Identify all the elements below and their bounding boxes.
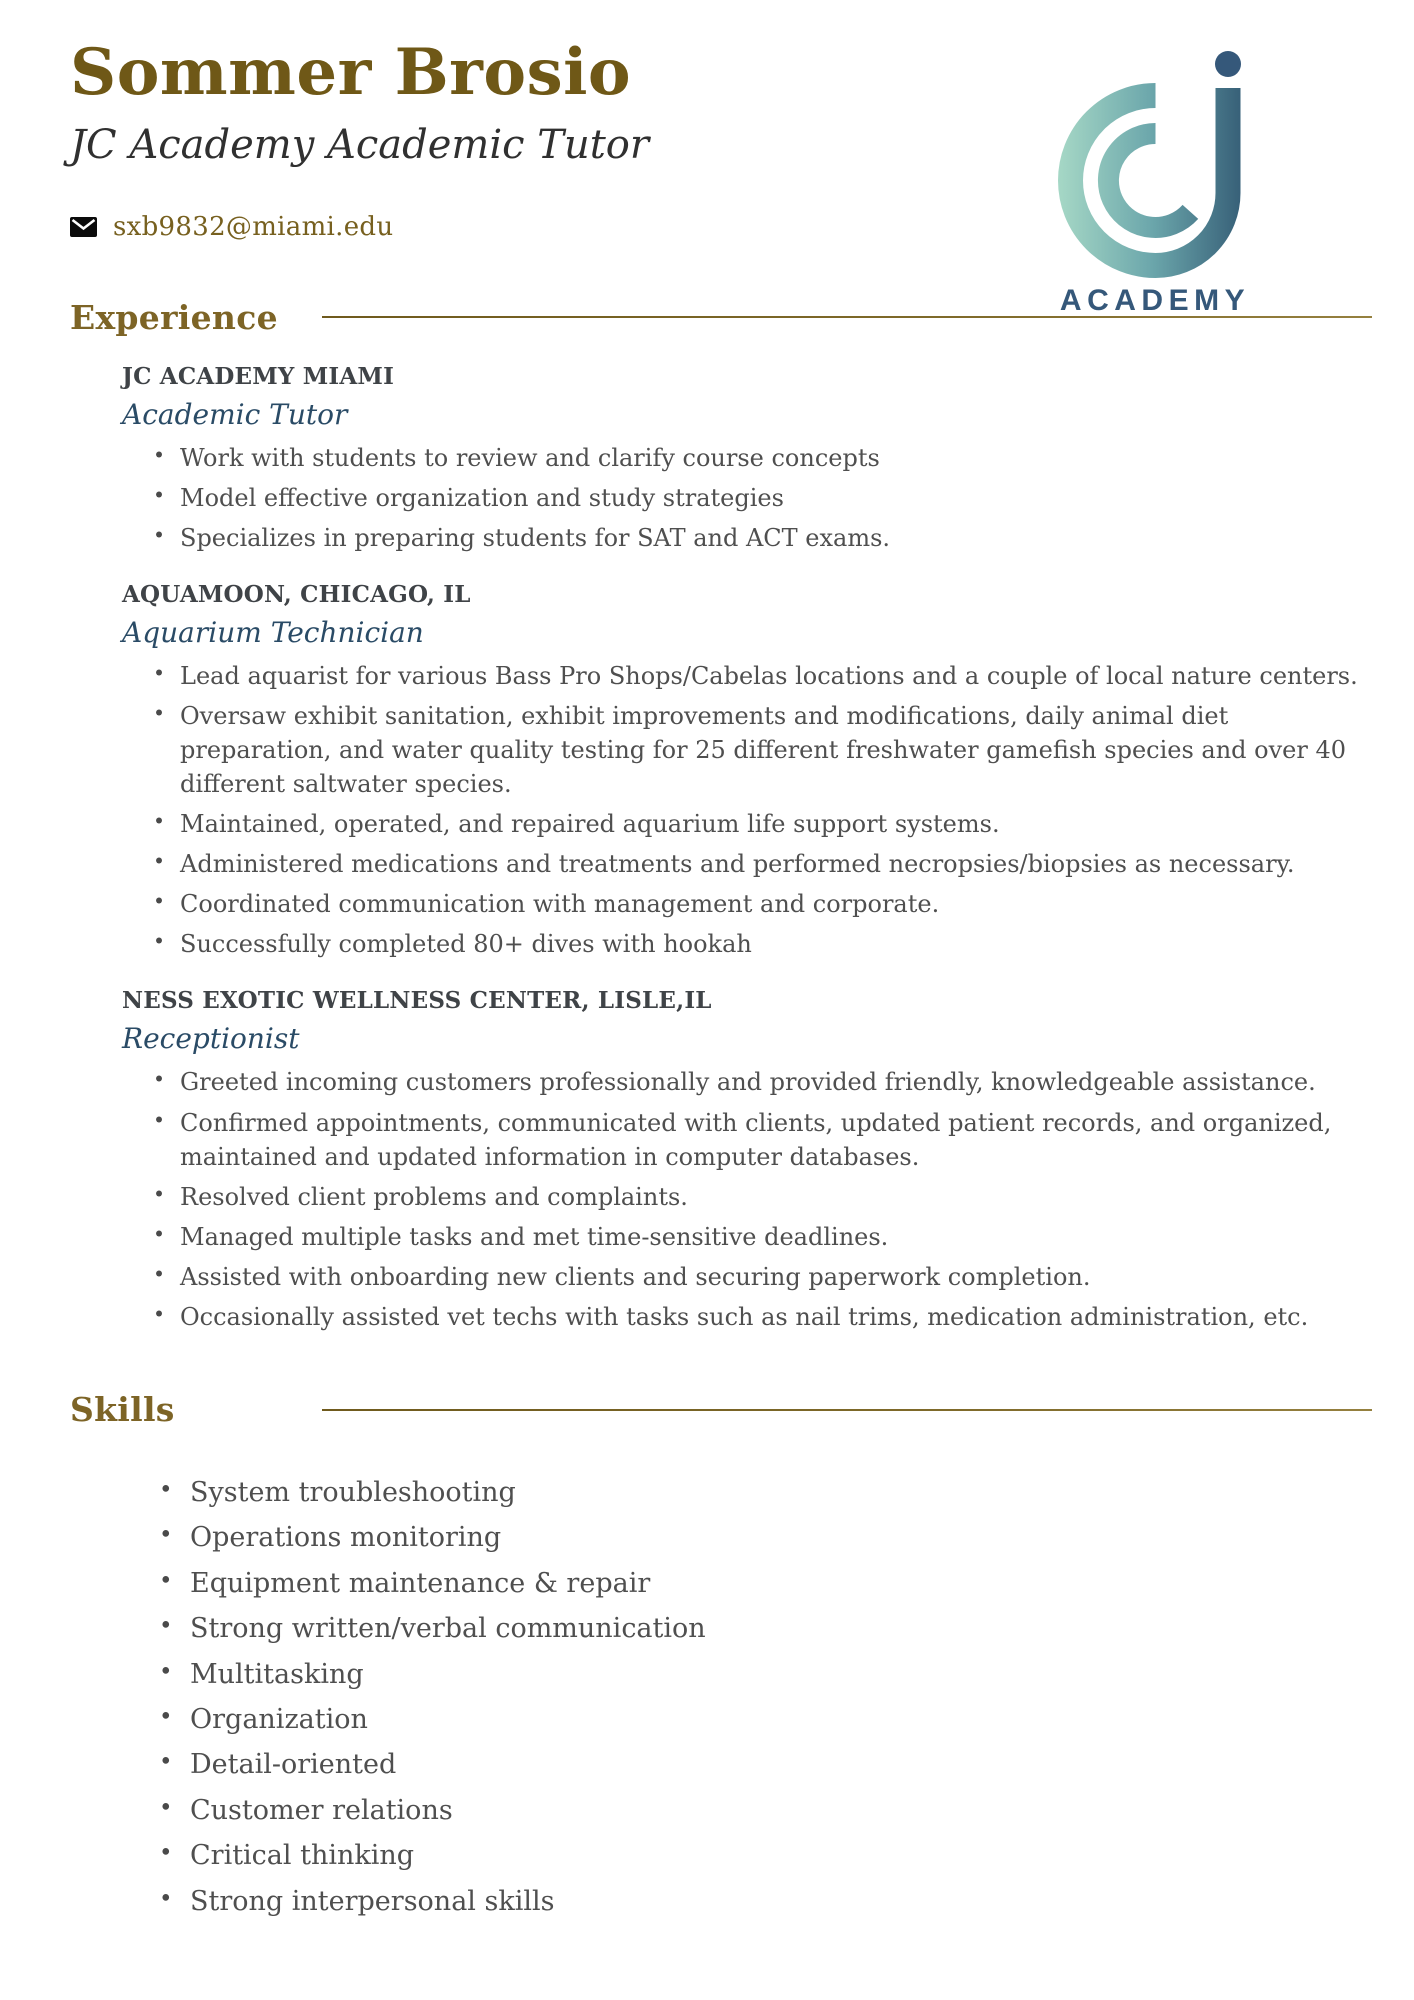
jc-monogram-icon	[1040, 42, 1270, 282]
job-title: Aquarium Technician	[122, 615, 424, 649]
job-entry	[122, 363, 1372, 555]
job-bullet: • Oversaw exhibit sanitation, exhibit improvements and modifications, daily animal diet preparation, and water quality testing for 25 different freshwater gamefish species and over 40 different saltwater species.	[180, 699, 1372, 801]
skill-item: • Operations monitoring	[190, 1522, 1372, 1554]
job-bullet: • Maintained, operated, and repaired aquarium life support systems.	[180, 807, 1372, 841]
company-logo	[1040, 42, 1270, 318]
job-company: AQUAMOON, CHICAGO, IL	[122, 580, 471, 608]
job-title: Receptionist	[122, 1022, 300, 1056]
experience-heading: Experience	[70, 297, 278, 337]
skills-section	[70, 1390, 1372, 1918]
email-icon	[70, 217, 97, 237]
job-bullet: • Specializes in preparing students for SAT and ACT exams.	[180, 521, 1372, 555]
job-bullet: • Lead aquarist for various Bass Pro Shops/Cabelas locations and a couple of local nature centers.	[180, 659, 1372, 693]
job-bullet: • Greeted incoming customers professionally and provided friendly, knowledgeable assistance.	[180, 1065, 1372, 1099]
jobs-list	[122, 363, 1372, 1334]
job-bullets	[122, 659, 1372, 962]
skill-item: • Equipment maintenance & repair	[190, 1568, 1372, 1600]
email-text[interactable]: sxb9832@miami.edu	[113, 211, 394, 242]
job-bullet: • Occasionally assisted vet techs with tasks such as nail trims, medication administration, etc.	[180, 1300, 1372, 1334]
job-bullet: • Managed multiple tasks and met time-sensitive deadlines.	[180, 1220, 1372, 1254]
skills-divider-line	[322, 1409, 1372, 1411]
job-bullet: • Confirmed appointments, communicated with clients, updated patient records, and organized, maintained and updated information in computer databases.	[180, 1106, 1372, 1174]
job-bullet: • Successfully completed 80+ dives with hookah	[180, 927, 1372, 961]
job-company: JC ACADEMY MIAMI	[122, 362, 395, 390]
person-name: Sommer Brosio	[70, 35, 632, 110]
job-bullets	[122, 441, 1372, 555]
job-entry	[122, 987, 1372, 1334]
skills-list	[70, 1477, 1372, 1918]
job-bullet: • Resolved client problems and complaints.	[180, 1180, 1372, 1214]
skill-item: • Strong interpersonal skills	[190, 1886, 1372, 1918]
skill-item: • System troubleshooting	[190, 1477, 1372, 1509]
experience-section	[70, 298, 1372, 1334]
job-bullet: • Work with students to review and clarify course concepts	[180, 441, 1372, 475]
skill-item: • Detail-oriented	[190, 1749, 1372, 1781]
job-entry	[122, 581, 1372, 962]
job-bullet: • Model effective organization and study strategies	[180, 481, 1372, 515]
job-title: Academic Tutor	[122, 397, 348, 431]
job-company: NESS EXOTIC WELLNESS CENTER, LISLE,IL	[122, 987, 712, 1015]
skills-heading: Skills	[70, 1390, 175, 1429]
skill-item: • Customer relations	[190, 1795, 1372, 1827]
skill-item: • Multitasking	[190, 1659, 1372, 1691]
job-bullet: • Assisted with onboarding new clients and securing paperwork completion.	[180, 1260, 1372, 1294]
skills-section-head	[70, 1390, 1372, 1429]
job-bullets	[122, 1065, 1372, 1334]
person-title: JC Academy Academic Tutor	[70, 121, 649, 168]
skill-item: • Organization	[190, 1704, 1372, 1736]
job-bullet: • Administered medications and treatments and performed necropsies/biopsies as necessary.	[180, 847, 1372, 881]
job-bullet: • Coordinated communication with management and corporate.	[180, 887, 1372, 921]
logo-brand-text: ACADEMY	[1059, 284, 1251, 317]
skill-item: • Critical thinking	[190, 1840, 1372, 1872]
skill-item: • Strong written/verbal communication	[190, 1613, 1372, 1645]
